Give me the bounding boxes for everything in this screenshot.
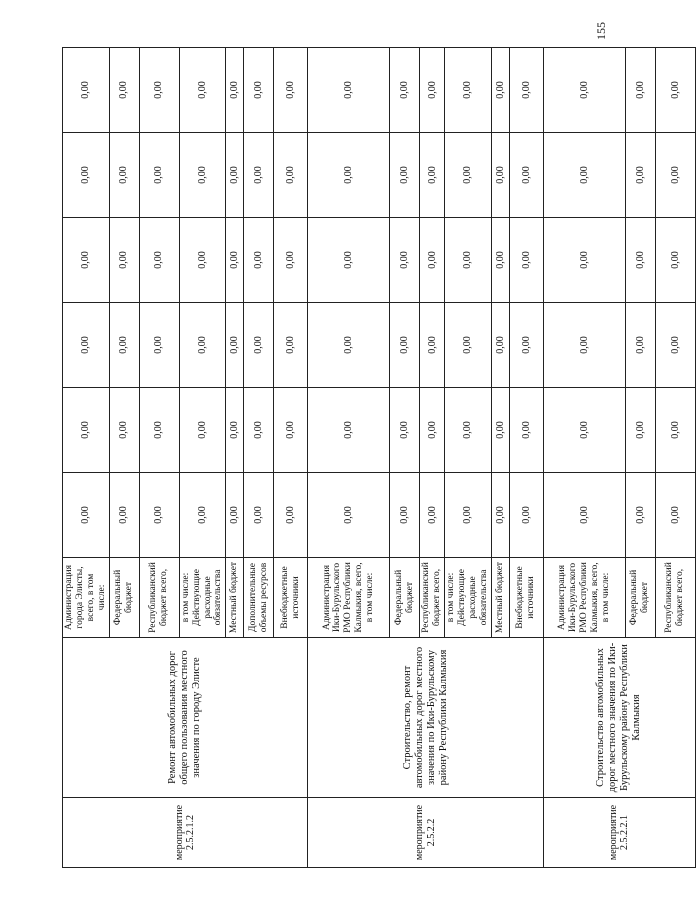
amount-cell: 0,00 [543, 133, 625, 218]
table-row [308, 48, 390, 868]
amount-cell: 0,00 [226, 473, 244, 558]
amount-cell: 0,00 [509, 473, 543, 558]
amount-cell: 0,00 [179, 133, 226, 218]
amount-cell: 0,00 [390, 388, 420, 473]
amount-cell: 0,00 [625, 133, 655, 218]
funding-source: Местный бюджет [226, 558, 244, 638]
amount-cell: 0,00 [109, 303, 139, 388]
amount-cell: 0,00 [179, 473, 226, 558]
amount-cell: 0,00 [491, 133, 509, 218]
amount-cell: 0,00 [509, 48, 543, 133]
table-row [543, 48, 625, 868]
amount-cell: 0,00 [226, 303, 244, 388]
amount-cell: 0,00 [63, 218, 110, 303]
funding-source: Федеральный бюджет [390, 558, 420, 638]
amount-cell: 0,00 [420, 473, 445, 558]
amount-cell: 0,00 [543, 303, 625, 388]
page-number: 155 [594, 22, 608, 40]
funding-source: Федеральный бюджет [625, 558, 655, 638]
amount-cell: 0,00 [509, 303, 543, 388]
funding-source: Республиканский бюджет всего, [139, 558, 179, 638]
amount-cell: 0,00 [509, 388, 543, 473]
amount-cell: 0,00 [420, 388, 445, 473]
funding-source: Администрация города Элисты, всего, в том числе: [63, 558, 110, 638]
budget-table-sheet [62, 48, 686, 868]
amount-cell: 0,00 [244, 133, 274, 218]
amount-cell: 0,00 [445, 48, 492, 133]
amount-cell: 0,00 [308, 218, 390, 303]
amount-cell: 0,00 [390, 133, 420, 218]
amount-cell: 0,00 [226, 48, 244, 133]
amount-cell: 0,00 [109, 133, 139, 218]
funding-source: в том числе: Действующие расходные обязательства [445, 558, 492, 638]
amount-cell: 0,00 [509, 133, 543, 218]
activity-name: Строительство, ремонт автомобильных дорог местного значения по Ики-Бурульскому району Республики Калмыкия [308, 638, 544, 798]
amount-cell: 0,00 [109, 48, 139, 133]
amount-cell: 0,00 [139, 303, 179, 388]
amount-cell: 0,00 [655, 48, 695, 133]
amount-cell: 0,00 [491, 303, 509, 388]
amount-cell: 0,00 [226, 133, 244, 218]
amount-cell: 0,00 [308, 388, 390, 473]
amount-cell: 0,00 [445, 388, 492, 473]
amount-cell: 0,00 [543, 218, 625, 303]
amount-cell: 0,00 [420, 48, 445, 133]
amount-cell: 0,00 [274, 473, 308, 558]
amount-cell: 0,00 [179, 388, 226, 473]
amount-cell: 0,00 [139, 48, 179, 133]
amount-cell: 0,00 [179, 303, 226, 388]
amount-cell: 0,00 [308, 303, 390, 388]
amount-cell: 0,00 [308, 473, 390, 558]
amount-cell: 0,00 [420, 133, 445, 218]
amount-cell: 0,00 [139, 388, 179, 473]
amount-cell: 0,00 [655, 218, 695, 303]
amount-cell: 0,00 [139, 218, 179, 303]
amount-cell: 0,00 [179, 218, 226, 303]
funding-source: в том числе: Действующие расходные обязательства [179, 558, 226, 638]
funding-source: Республиканский бюджет всего, [655, 558, 695, 638]
amount-cell: 0,00 [63, 133, 110, 218]
amount-cell: 0,00 [308, 48, 390, 133]
amount-cell: 0,00 [226, 388, 244, 473]
amount-cell: 0,00 [63, 303, 110, 388]
amount-cell: 0,00 [491, 218, 509, 303]
amount-cell: 0,00 [543, 388, 625, 473]
amount-cell: 0,00 [139, 473, 179, 558]
amount-cell: 0,00 [390, 218, 420, 303]
amount-cell: 0,00 [274, 303, 308, 388]
amount-cell: 0,00 [445, 473, 492, 558]
amount-cell: 0,00 [655, 388, 695, 473]
table-row [63, 48, 110, 868]
amount-cell: 0,00 [244, 388, 274, 473]
amount-cell: 0,00 [491, 473, 509, 558]
amount-cell: 0,00 [274, 388, 308, 473]
amount-cell: 0,00 [244, 218, 274, 303]
amount-cell: 0,00 [63, 473, 110, 558]
activity-name: Строительство автомобильных дорог местного значения по Ики-Бурульскому району Республики Калмыкия [543, 638, 695, 798]
amount-cell: 0,00 [420, 218, 445, 303]
amount-cell: 0,00 [109, 388, 139, 473]
amount-cell: 0,00 [274, 218, 308, 303]
amount-cell: 0,00 [109, 218, 139, 303]
amount-cell: 0,00 [139, 133, 179, 218]
activity-code: мероприятие 2.5.2.1.2 [63, 798, 308, 868]
amount-cell: 0,00 [390, 473, 420, 558]
amount-cell: 0,00 [63, 388, 110, 473]
amount-cell: 0,00 [543, 48, 625, 133]
amount-cell: 0,00 [390, 303, 420, 388]
amount-cell: 0,00 [625, 388, 655, 473]
budget-table [62, 47, 696, 868]
amount-cell: 0,00 [109, 473, 139, 558]
activity-code: мероприятие 2.5.2.2.1 [543, 798, 695, 868]
amount-cell: 0,00 [308, 133, 390, 218]
amount-cell: 0,00 [445, 303, 492, 388]
amount-cell: 0,00 [625, 303, 655, 388]
funding-source: Администрация Ики-Бурульского РМО Республики Калмыкия, всего, в том числе: [543, 558, 625, 638]
amount-cell: 0,00 [655, 473, 695, 558]
amount-cell: 0,00 [625, 48, 655, 133]
amount-cell: 0,00 [274, 48, 308, 133]
amount-cell: 0,00 [390, 48, 420, 133]
amount-cell: 0,00 [625, 218, 655, 303]
amount-cell: 0,00 [179, 48, 226, 133]
activity-code: мероприятие 2.5.2.2 [308, 798, 544, 868]
activity-name: Ремонт автомобильных дорог общего пользования местного значения по городу Элисте [63, 638, 308, 798]
amount-cell: 0,00 [491, 388, 509, 473]
amount-cell: 0,00 [445, 133, 492, 218]
funding-source: Местный бюджет [491, 558, 509, 638]
amount-cell: 0,00 [655, 303, 695, 388]
amount-cell: 0,00 [625, 473, 655, 558]
amount-cell: 0,00 [655, 133, 695, 218]
amount-cell: 0,00 [226, 218, 244, 303]
funding-source: Республиканский бюджет всего, [420, 558, 445, 638]
amount-cell: 0,00 [244, 48, 274, 133]
amount-cell: 0,00 [63, 48, 110, 133]
amount-cell: 0,00 [509, 218, 543, 303]
amount-cell: 0,00 [244, 303, 274, 388]
amount-cell: 0,00 [244, 473, 274, 558]
amount-cell: 0,00 [491, 48, 509, 133]
funding-source: Федеральный бюджет [109, 558, 139, 638]
amount-cell: 0,00 [274, 133, 308, 218]
funding-source: Внебюджетные источники [274, 558, 308, 638]
funding-source: Внебюджетные источники [509, 558, 543, 638]
amount-cell: 0,00 [420, 303, 445, 388]
amount-cell: 0,00 [445, 218, 492, 303]
funding-source: Администрация Ики-Бурульского РМО Республики Калмыкия, всего, в том числе: [308, 558, 390, 638]
amount-cell: 0,00 [543, 473, 625, 558]
funding-source: Дополнительные объемы ресурсов [244, 558, 274, 638]
